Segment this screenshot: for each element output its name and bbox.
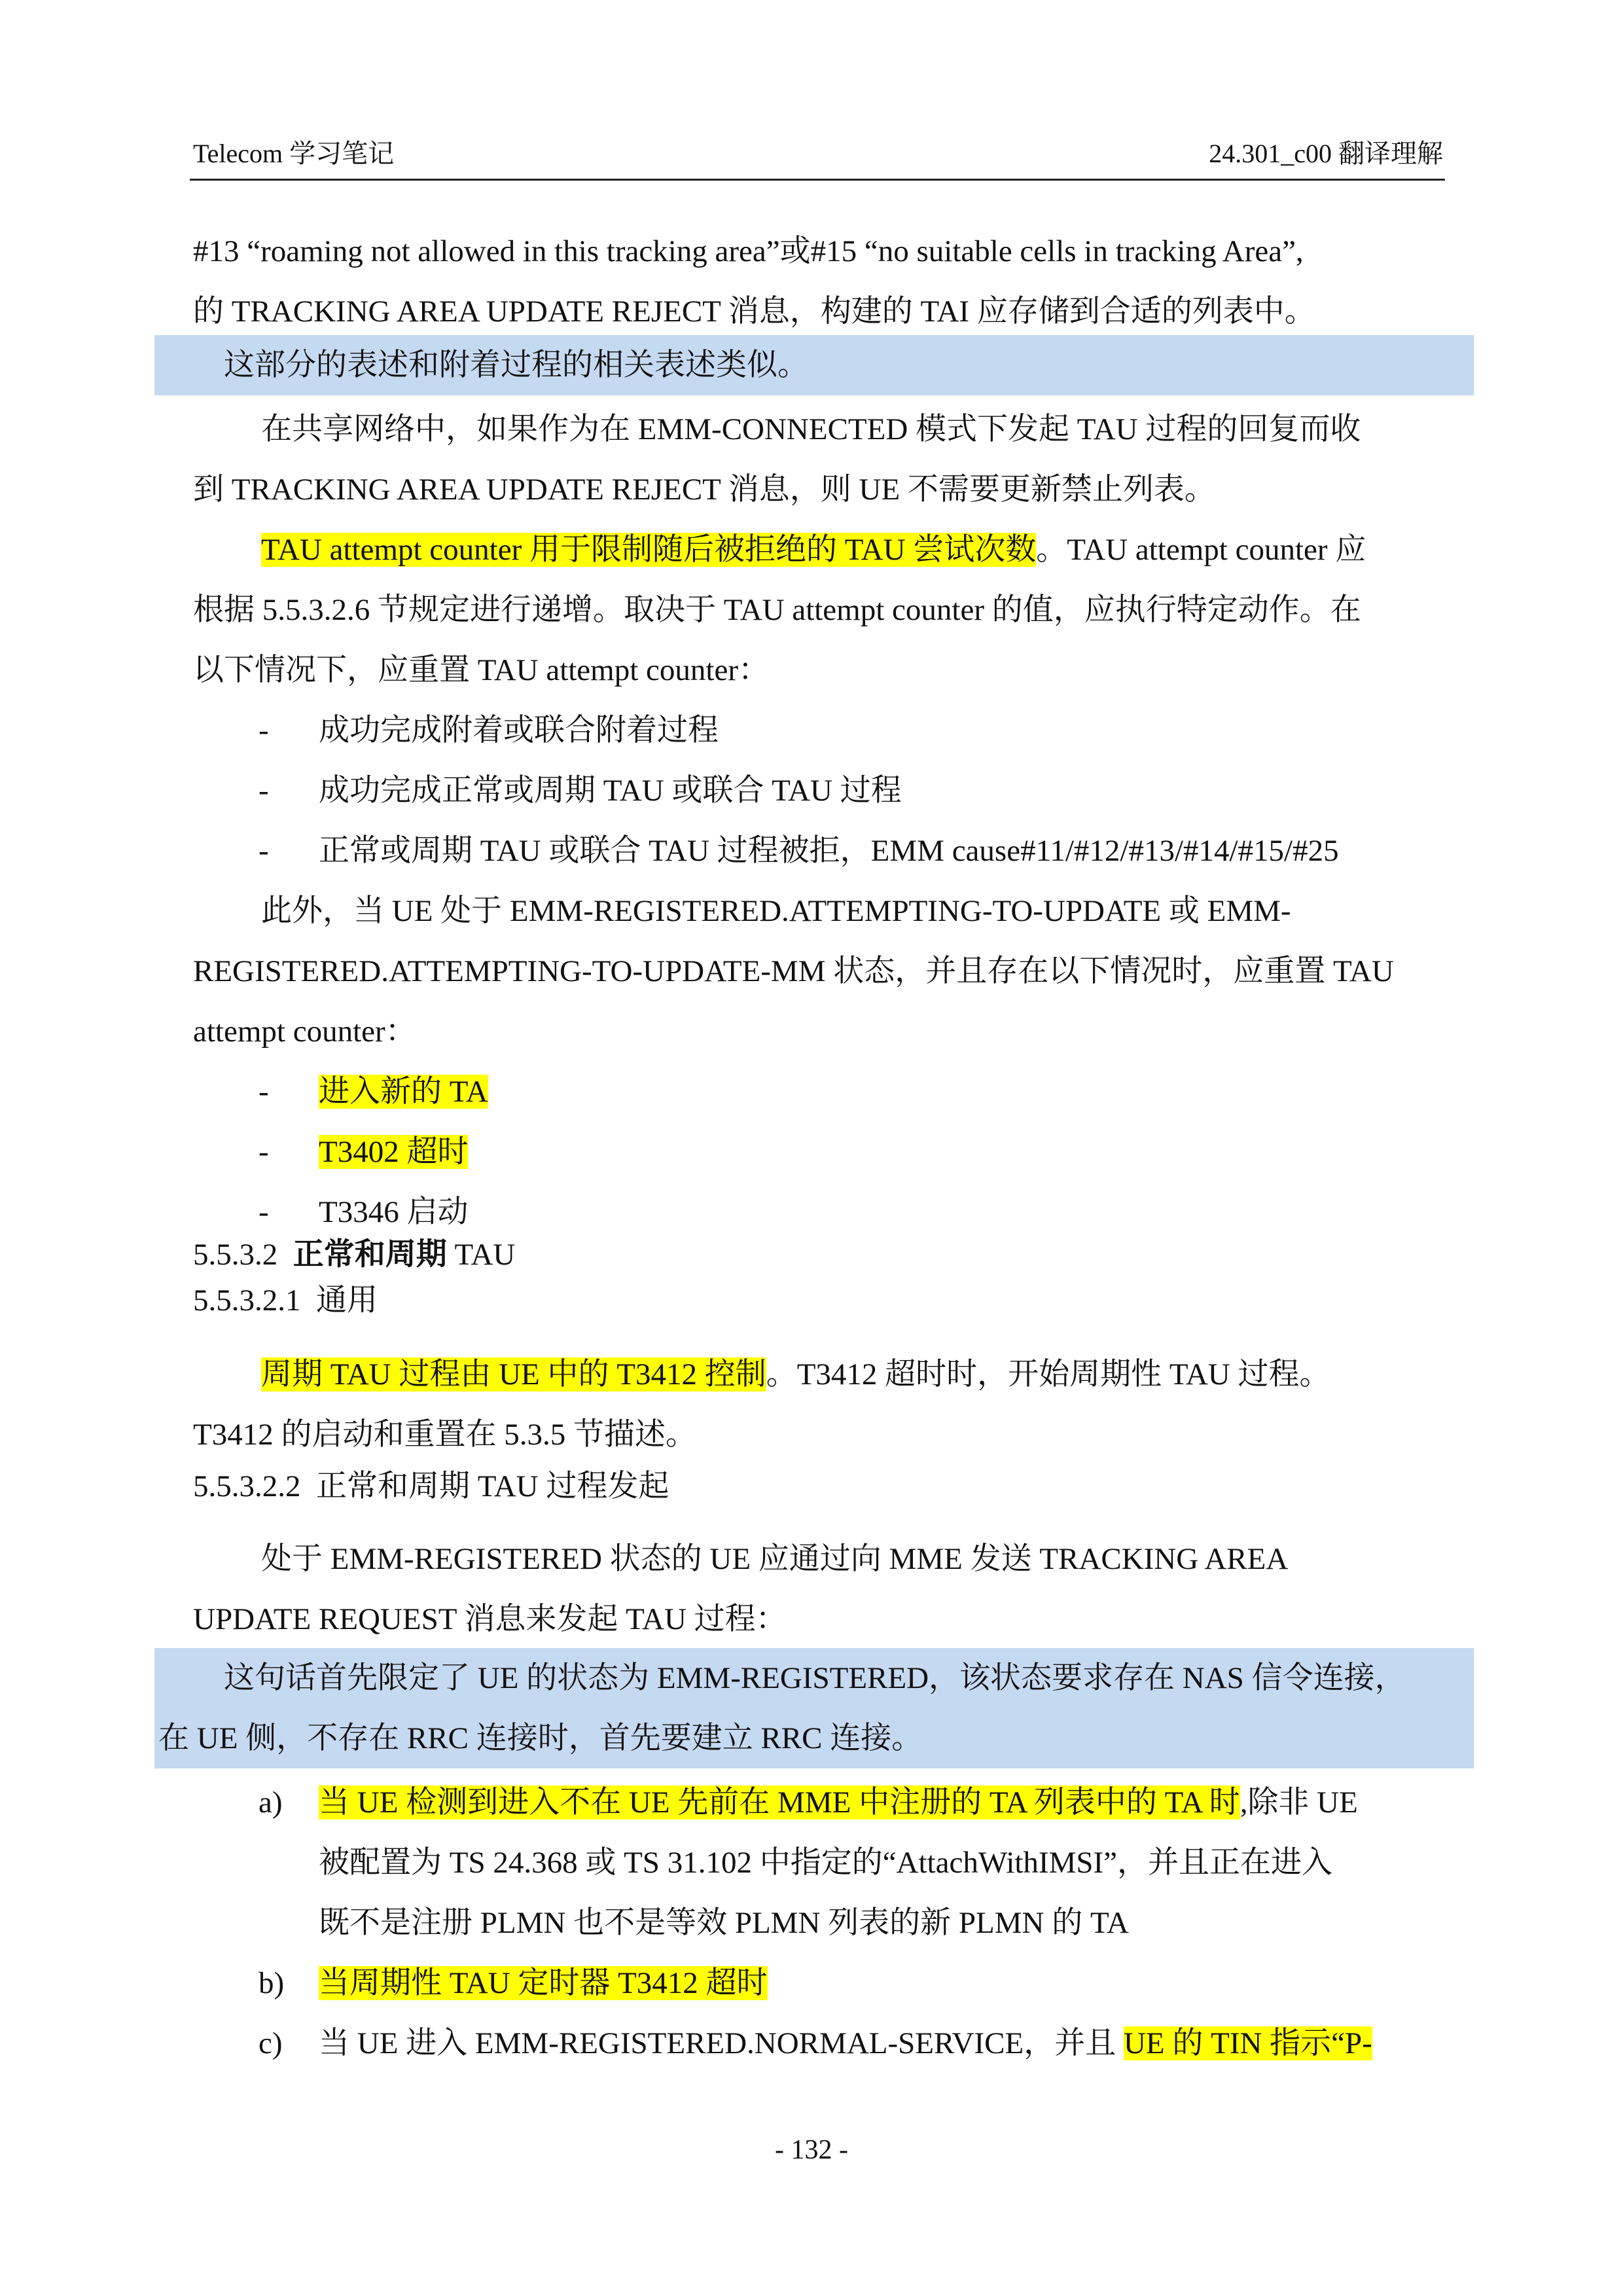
paragraph-line: UPDATE REQUEST 消息来发起 TAU 过程：	[193, 1602, 787, 1636]
section-title: 通用	[316, 1283, 378, 1318]
highlighted-text: 当周期性 TAU 定时器 T3412 超时	[319, 1966, 768, 2000]
list-item	[319, 1062, 1440, 1122]
section-number: 5.5.3.2.2	[193, 1469, 301, 1503]
list-item-line: 被配置为 TS 24.368 或 TS 31.102 中指定的“AttachWithIMSI”，并且正在进入	[319, 1846, 1333, 1880]
highlighted-text: 进入新的 TA	[319, 1075, 488, 1109]
header-title: Telecom 学习笔记	[193, 139, 395, 168]
paragraph-line: 到 TRACKING AREA UPDATE REJECT 消息，则 UE 不需要更新禁止列表。	[193, 473, 1215, 507]
list-item-label: a)	[259, 1785, 283, 1820]
paragraph-line: 的 TRACKING AREA UPDATE REJECT 消息，构建的 TAI 应存储到合适的列表中。	[193, 295, 1315, 329]
paragraph-text: 。T3412 超时时，开始周期性 TAU 过程。	[766, 1357, 1330, 1391]
highlighted-text: UE 的 TIN 指示“P-	[1123, 2026, 1372, 2060]
paragraph-line: 处于 EMM-REGISTERED 状态的 UE 应通过向 MME 发送 TRACKING AREA	[261, 1542, 1289, 1576]
paragraph-line: 此外，当 UE 处于 EMM-REGISTERED.ATTEMPTING-TO-UPDATE 或 EMM-	[261, 894, 1291, 928]
paragraph-line	[261, 520, 1440, 580]
list-item-line	[319, 1772, 1440, 1833]
list-bullet: -	[259, 1075, 269, 1109]
list-item: T3346 启动	[319, 1195, 469, 1229]
list-bullet: -	[259, 713, 269, 747]
section-number: 5.5.3.2	[193, 1238, 278, 1272]
page-number: - 132 -	[775, 2135, 848, 2165]
list-item: 成功完成正常或周期 TAU 或联合 TAU 过程	[319, 774, 902, 808]
header-doc-ref: 24.301_c00 翻译理解	[1209, 139, 1443, 168]
subsection-heading	[193, 1279, 378, 1322]
list-item-text: ,除非 UE	[1240, 1785, 1358, 1820]
page-header	[193, 134, 1443, 180]
paragraph-line: #13 “roaming not allowed in this tracking area”或#15 “no suitable cells in tracking Area”,	[193, 234, 1304, 268]
list-bullet: -	[259, 834, 269, 868]
paragraph-line: attempt counter：	[193, 1014, 416, 1049]
annotation-note	[154, 335, 1474, 395]
paragraph-line: REGISTERED.ATTEMPTING-TO-UPDATE-MM 状态，并且存在以下情况时，应重置 TAU	[193, 954, 1394, 988]
paragraph-line: 在共享网络中，如果作为在 EMM-CONNECTED 模式下发起 TAU 过程的回复而收	[261, 412, 1361, 446]
list-item: 正常或周期 TAU 或联合 TAU 过程被拒，EMM cause#11/#12/#13/#14/#15/#25	[319, 834, 1339, 868]
section-title: TAU	[454, 1238, 516, 1272]
annotation-note-line: 在 UE 侧，不存在 RRC 连接时，首先要建立 RRC 连接。	[158, 1721, 923, 1755]
paragraph-line: T3412 的启动和重置在 5.3.5 节描述。	[193, 1418, 696, 1452]
list-item-text: 当 UE 进入 EMM-REGISTERED.NORMAL-SERVICE，并且	[319, 2026, 1124, 2060]
paragraph-text: 。TAU attempt counter 应	[1036, 533, 1366, 567]
highlighted-text: 当 UE 检测到进入不在 UE 先前在 MME 中注册的 TA 列表中的 TA 时	[319, 1785, 1240, 1820]
list-item-line: 既不是注册 PLMN 也不是等效 PLMN 列表的新 PLMN 的 TA	[319, 1906, 1129, 1940]
list-bullet: -	[259, 1195, 269, 1229]
header-rule	[190, 179, 1445, 181]
list-item: 成功完成附着或联合附着过程	[319, 713, 719, 747]
subsection-heading	[193, 1465, 669, 1508]
list-bullet: -	[259, 1135, 269, 1169]
section-heading	[193, 1233, 515, 1276]
highlighted-text: TAU attempt counter 用于限制随后被拒绝的 TAU 尝试次数	[261, 533, 1037, 567]
list-item-label: b)	[259, 1966, 285, 2000]
paragraph-line: 以下情况下，应重置 TAU attempt counter：	[193, 653, 769, 687]
list-item-line	[319, 2013, 1440, 2073]
section-number: 5.5.3.2.1	[193, 1283, 301, 1318]
section-title: 正常和周期 TAU 过程发起	[316, 1469, 669, 1503]
list-bullet: -	[259, 774, 269, 808]
annotation-note	[154, 1648, 1474, 1768]
annotation-note-line: 这句话首先限定了 UE 的状态为 EMM-REGISTERED，该状态要求存在 NAS 信令连接，	[224, 1661, 1406, 1695]
annotation-note-text: 这部分的表述和附着过程的相关表述类似。	[224, 348, 808, 382]
section-title-bold: 正常和周期	[293, 1238, 447, 1272]
list-item	[319, 1122, 1440, 1182]
highlighted-text: 周期 TAU 过程由 UE 中的 T3412 控制	[261, 1357, 766, 1391]
paragraph-line	[261, 1344, 1440, 1405]
highlighted-text: T3402 超时	[319, 1135, 469, 1169]
list-item-label: c)	[259, 2026, 283, 2060]
paragraph-line: 根据 5.5.3.2.6 节规定进行递增。取决于 TAU attempt counter 的值，应执行特定动作。在	[193, 593, 1361, 627]
list-item-line	[319, 1953, 1440, 2013]
